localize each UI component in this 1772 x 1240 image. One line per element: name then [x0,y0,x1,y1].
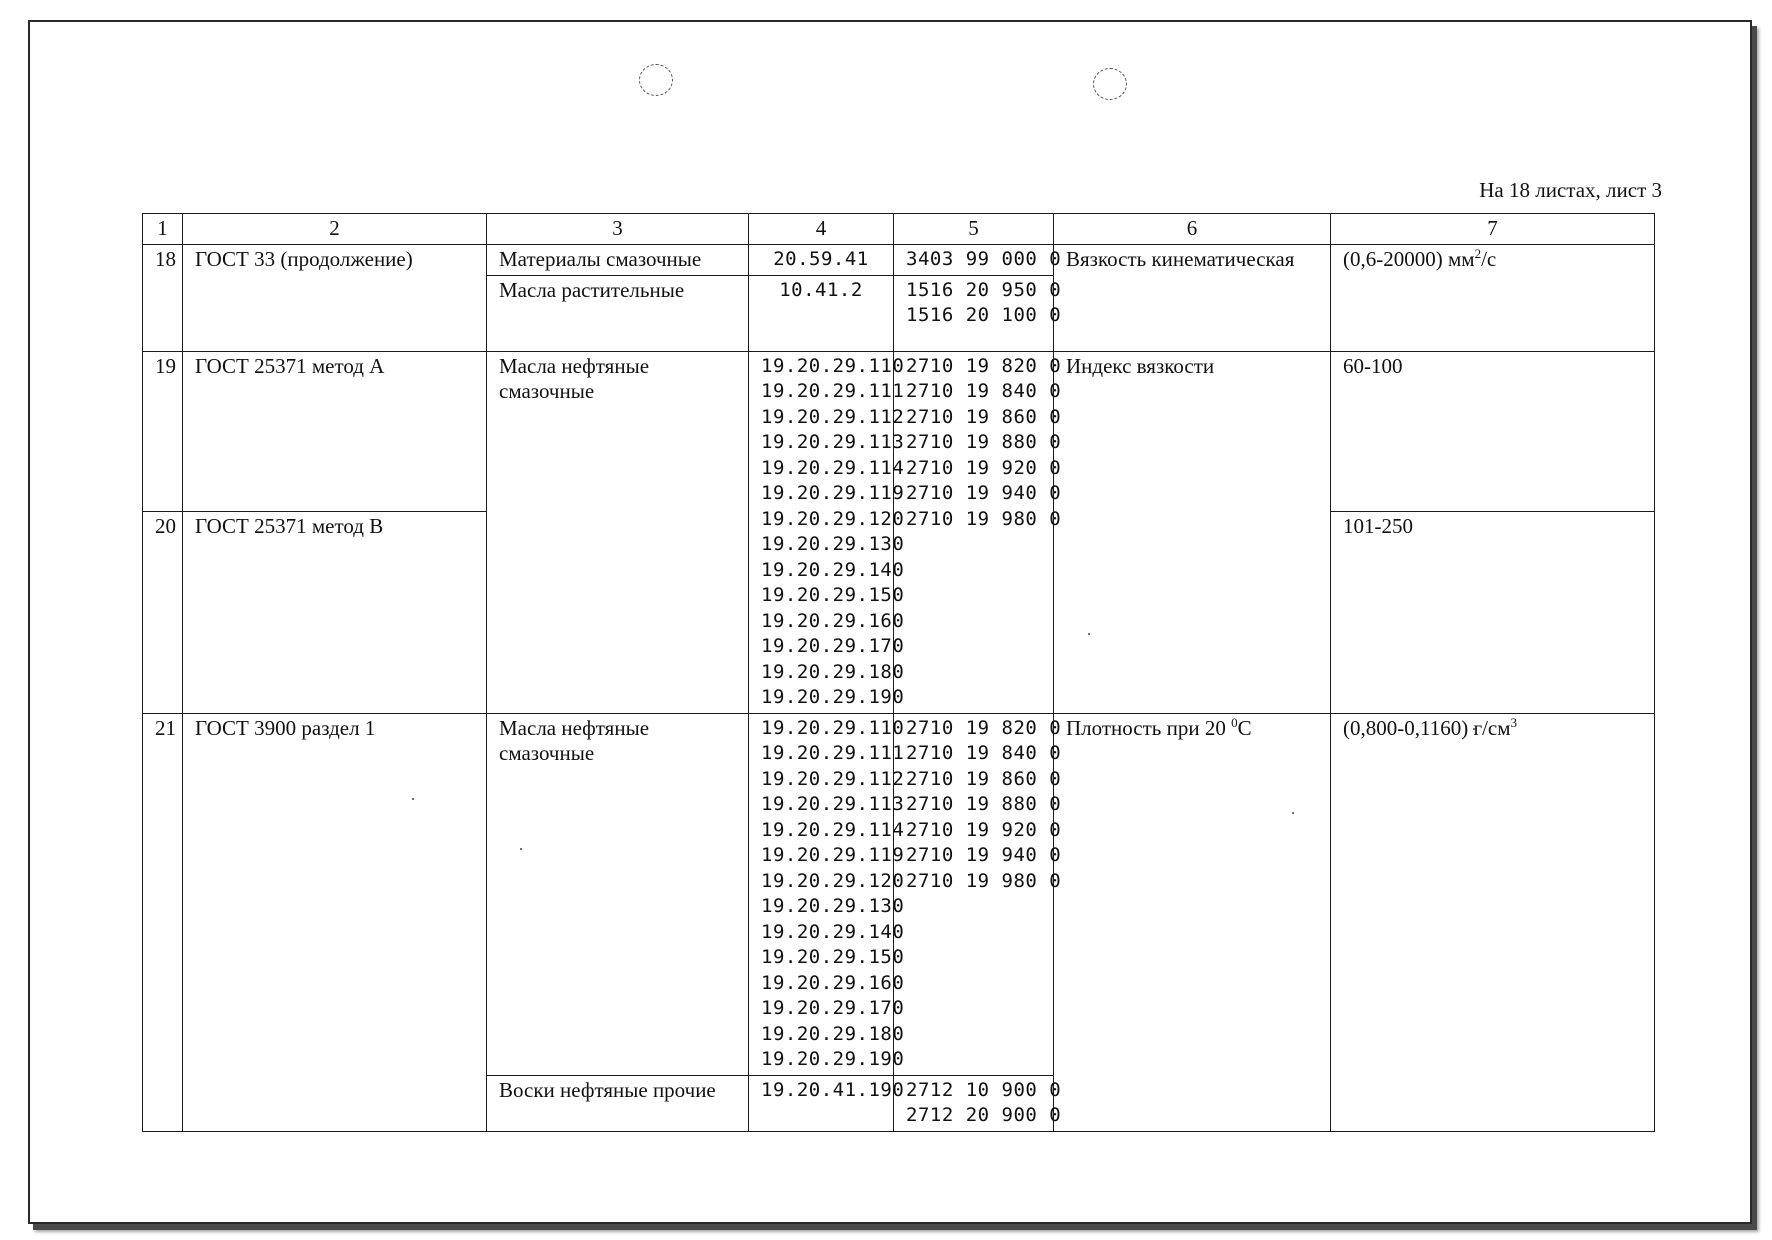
degree-superscript: 0 [1231,714,1238,730]
range-text: (0,6-20000) мм [1343,247,1475,271]
okpd-code: 19.20.29.110 [761,354,905,377]
method-cell: ГОСТ 33 (продолжение) [183,245,487,352]
tnved-code: 2710 19 940 0 [906,844,1062,866]
okpd-code: 19.20.29.112 [761,405,905,428]
row-number: 18 [143,245,183,352]
okpd-code: 19.20.29.120 [761,507,905,530]
tnved-code: 2710 19 920 0 [906,456,1062,479]
okpd-code: 19.20.29.150 [761,946,905,968]
range-text: (0,800-0,1160) г/см [1343,715,1511,740]
okpd-code: 10.41.2 [779,278,863,301]
range-superscript: 3 [1510,714,1518,730]
okpd-code: 20.59.41 [773,248,869,270]
method-cell: ГОСТ 3900 раздел 1 [183,713,487,1131]
tnved-code: 2710 19 980 0 [906,869,1062,892]
tnved-code: 2712 20 900 0 [906,1104,1062,1126]
product-cell: Масла растительные [487,275,749,351]
method-cell: ГОСТ 25371 метод В [183,512,487,713]
okpd-code: 19.20.29.170 [761,997,905,1019]
okpd-code: 19.20.29.113 [761,431,905,453]
range-unit-suffix: /с [1481,247,1497,271]
characteristic-cell [1054,713,1331,1131]
table-row [143,245,1655,276]
tnved-code: 2710 19 860 0 [906,405,1062,428]
characteristic-unit: С [1237,715,1252,740]
range-cell: 101-250 [1331,512,1655,713]
column-header: 2 [183,214,487,245]
okpd-code-cell [749,245,894,276]
okpd-code-cell [749,713,905,1075]
tnved-code-cell [894,1075,1062,1131]
tnved-code-cell [894,275,1062,351]
okpd-code: 19.20.29.112 [761,767,905,790]
tnved-code: 2710 19 880 0 [906,431,1062,453]
okpd-code: 19.20.29.114 [761,818,905,841]
okpd-code-cell [749,275,894,351]
row-number: 20 [143,512,183,713]
okpd-code: 19.20.29.180 [761,660,905,683]
range-cell: 60-100 [1331,351,1655,512]
table-row [143,351,1655,512]
tnved-code-cell [894,713,1062,1075]
tnved-code-cell [894,245,1062,276]
okpd-code-cell [749,351,905,713]
column-number-row [143,214,1655,245]
column-header: 4 [749,214,894,245]
tnved-code: 2710 19 940 0 [906,482,1062,504]
column-header: 3 [487,214,749,245]
product-cell: Воски нефтяные прочие [487,1075,749,1131]
tnved-code: 2710 19 820 0 [906,354,1062,377]
okpd-code: 19.20.29.130 [761,533,905,555]
okpd-code: 19.20.29.111 [761,742,905,764]
tnved-code: 2710 19 840 0 [906,742,1062,764]
characteristic-text: Плотность при 20 [1066,715,1232,740]
product-cell: Масла нефтяные смазочные [487,351,749,713]
characteristic-cell: Вязкость кинематическая [1054,245,1331,352]
okpd-code: 19.20.29.140 [761,558,905,581]
okpd-code: 19.20.29.111 [761,380,905,402]
okpd-code: 19.20.29.180 [761,1022,905,1045]
punch-hole-left [639,64,673,96]
sheet-page-counter: На 18 листах, лист 3 [1479,178,1662,202]
tnved-code: 3403 99 000 0 [906,248,1062,270]
range-cell [1331,713,1655,1131]
document-sheet [28,20,1752,1224]
okpd-code: 19.20.29.130 [761,895,905,917]
okpd-code: 19.20.41.190 [761,1078,905,1101]
column-header: 7 [1331,214,1655,245]
characteristic-cell: Индекс вязкости [1054,351,1331,713]
okpd-code: 19.20.29.140 [761,920,905,943]
row-number: 19 [143,351,183,512]
okpd-code: 19.20.29.170 [761,635,905,657]
tnved-code: 2710 19 820 0 [906,716,1062,739]
okpd-code: 19.20.29.114 [761,456,905,479]
accreditation-scope-table [142,213,1655,1132]
tnved-code: 1516 20 950 0 [906,278,1062,301]
product-cell: Масла нефтяные смазочные [487,713,749,1075]
tnved-code: 1516 20 100 0 [906,304,1062,326]
okpd-code: 19.20.29.190 [761,1048,905,1070]
tnved-code: 2712 10 900 0 [906,1078,1062,1101]
okpd-code: 19.20.29.113 [761,793,905,815]
tnved-code: 2710 19 860 0 [906,767,1062,790]
okpd-code: 19.20.29.120 [761,869,905,892]
row-number: 21 [143,713,183,1131]
tnved-code-cell [894,351,1062,713]
column-header: 6 [1054,214,1331,245]
tnved-code: 2710 19 920 0 [906,818,1062,841]
method-cell: ГОСТ 25371 метод А [183,351,487,512]
column-header: 1 [143,214,183,245]
product-cell: Материалы смазочные [487,245,749,276]
tnved-code: 2710 19 980 0 [906,507,1062,530]
range-cell [1331,245,1655,352]
table-row [143,713,1655,1075]
okpd-code: 19.20.29.160 [761,971,905,994]
column-header: 5 [894,214,1054,245]
okpd-code: 19.20.29.119 [761,482,905,504]
okpd-code: 19.20.29.190 [761,686,905,708]
okpd-code: 19.20.29.160 [761,609,905,632]
okpd-code-cell [749,1075,905,1131]
okpd-code: 19.20.29.110 [761,716,905,739]
punch-hole-right [1093,68,1127,100]
tnved-code: 2710 19 840 0 [906,380,1062,402]
okpd-code: 19.20.29.150 [761,584,905,606]
okpd-code: 19.20.29.119 [761,844,905,866]
range-superscript: 2 [1474,246,1482,261]
tnved-code: 2710 19 880 0 [906,793,1062,815]
